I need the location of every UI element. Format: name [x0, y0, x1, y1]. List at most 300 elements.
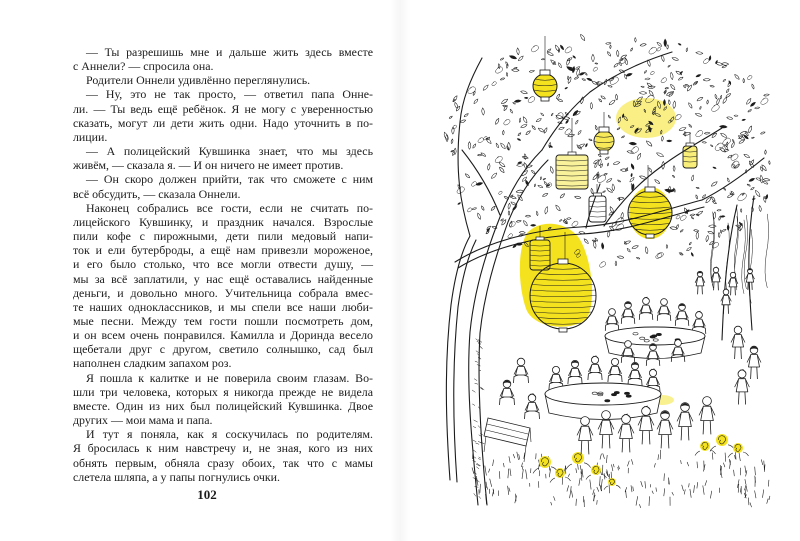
leaf — [510, 109, 512, 113]
leaf — [512, 69, 520, 72]
grass-blade — [755, 491, 756, 499]
figure-head — [703, 397, 712, 406]
lantern-base — [559, 328, 567, 332]
leaf — [511, 202, 516, 205]
figure-head — [661, 299, 668, 306]
lantern-cap — [686, 143, 694, 146]
lantern-base — [646, 234, 654, 238]
leaf — [503, 105, 507, 107]
leaf — [595, 125, 597, 130]
grass-blade — [601, 479, 602, 488]
text-line: мы за всё заплатили, у нас ещё оставались найденные — [73, 271, 373, 286]
leaf — [559, 63, 562, 68]
leaf — [579, 72, 584, 75]
leaf — [763, 181, 768, 184]
leaf — [641, 86, 644, 87]
leaf — [521, 91, 528, 94]
grass-blade — [603, 453, 605, 459]
leaf — [765, 150, 767, 155]
guest-figure — [735, 369, 750, 404]
leaf — [538, 128, 544, 132]
leaf — [607, 188, 613, 192]
leaf — [568, 134, 575, 137]
guest-figure — [699, 397, 715, 435]
leaf — [536, 211, 538, 216]
grass-blade — [618, 467, 619, 470]
leaf — [722, 66, 727, 68]
leaf — [760, 132, 765, 134]
leaf — [626, 73, 632, 76]
grass-blade — [472, 468, 474, 474]
leaf — [449, 116, 452, 118]
leaf — [481, 206, 484, 211]
guest-figure — [514, 358, 529, 383]
grass-blade — [652, 491, 653, 494]
guest-figure — [711, 267, 721, 290]
grass-blade — [522, 463, 523, 467]
grass-blade — [554, 496, 556, 500]
leaf — [708, 231, 714, 234]
leaf — [747, 184, 750, 186]
text-line: Я пошла к калитке и не поверила своим глазам. Во- — [86, 370, 373, 385]
leaf — [657, 153, 664, 157]
leaf — [575, 196, 581, 198]
leaf — [670, 72, 673, 79]
bark-mark — [475, 383, 478, 384]
leaf — [684, 132, 686, 137]
leaf — [578, 131, 581, 135]
guest-figure — [525, 394, 540, 419]
leaf — [511, 197, 516, 199]
guest-figure — [588, 356, 602, 380]
grass-blade — [513, 454, 515, 458]
rose — [586, 465, 607, 480]
figure-legs — [622, 439, 630, 453]
leaf — [719, 216, 721, 221]
leaf — [464, 114, 468, 117]
foliage-curl — [676, 215, 680, 219]
guest-figure — [675, 304, 689, 326]
text-line: и он всем очень понравился. Камилла и Доринда весело — [73, 328, 373, 343]
grass-blade — [684, 489, 685, 494]
leaf — [727, 178, 729, 182]
figure-head — [734, 326, 742, 334]
leaf — [685, 210, 689, 214]
foliage-curl — [593, 67, 597, 71]
leaf — [532, 126, 535, 130]
leaf — [543, 178, 546, 180]
figure-legs — [657, 314, 671, 321]
grass-blade — [703, 486, 704, 495]
leaf — [764, 94, 770, 96]
leaf — [573, 56, 576, 59]
bark-mark — [475, 361, 478, 362]
branch — [446, 236, 470, 480]
grass-blade — [576, 499, 577, 506]
grass-blade — [710, 491, 711, 499]
leaf — [601, 243, 603, 249]
grass-blade — [690, 489, 691, 498]
grass-blade — [522, 469, 523, 479]
leaf — [710, 85, 714, 87]
leaf — [613, 162, 620, 165]
leaf — [621, 136, 624, 138]
leaf — [750, 160, 753, 165]
grass-blade — [508, 469, 509, 479]
grass-blade — [689, 483, 690, 487]
grass-blade — [526, 470, 527, 480]
leaf — [559, 220, 561, 222]
bark-mark — [477, 341, 481, 343]
leaf — [472, 208, 477, 210]
leaf — [676, 225, 678, 230]
grass-blade — [594, 493, 595, 502]
leaf — [560, 45, 563, 50]
figure-legs — [751, 367, 758, 379]
leaf — [704, 132, 710, 134]
leaf — [696, 232, 699, 240]
guest-figure — [728, 272, 738, 295]
paragraph — [73, 144, 373, 172]
foliage — [444, 34, 770, 303]
foliage-curl — [467, 208, 471, 212]
leaf — [678, 77, 683, 80]
guest-figure — [608, 358, 622, 382]
text-line: и его было столько, что все могли отвести душу, — — [73, 257, 373, 272]
leaf — [706, 235, 709, 242]
leaf — [726, 89, 729, 93]
leaf — [590, 103, 592, 110]
leaf — [694, 230, 699, 232]
figure-legs — [581, 441, 589, 455]
leaf — [598, 154, 601, 157]
grass-blade — [712, 453, 713, 460]
leaf — [690, 214, 695, 216]
figure-legs — [731, 287, 736, 295]
guest-figure — [621, 302, 635, 324]
garden-party-illustration — [420, 30, 780, 515]
book-gutter — [390, 0, 410, 541]
leaf — [482, 108, 485, 115]
figure-legs — [724, 305, 729, 314]
foliage-curl — [531, 46, 538, 52]
foliage-curl — [492, 82, 496, 86]
leaf — [499, 162, 505, 166]
bark-mark — [475, 443, 479, 444]
leaf — [692, 175, 694, 181]
grass-blade — [567, 485, 569, 491]
leaf — [734, 115, 738, 116]
leaf — [506, 73, 507, 77]
bark-mark — [478, 426, 480, 428]
foliage-curl — [468, 87, 476, 94]
leaf — [609, 100, 615, 105]
leaf — [676, 71, 682, 75]
leaf — [453, 96, 457, 102]
leaf — [661, 136, 663, 141]
grass-blade — [734, 470, 735, 476]
text-line: вместе. Один из них был полицейский Кувшинка. Двое — [73, 398, 373, 413]
leaf — [500, 58, 504, 60]
leaf — [696, 52, 703, 55]
lantern-base — [600, 150, 608, 154]
leaf — [455, 102, 458, 108]
bench-seat — [484, 418, 530, 446]
leaf — [684, 85, 686, 88]
grass-blade — [612, 464, 613, 471]
guest-figure — [695, 271, 705, 294]
leaf — [673, 175, 675, 177]
leaf — [582, 79, 586, 81]
foliage-curl — [715, 143, 723, 150]
grass-blade — [626, 490, 627, 498]
leaf — [662, 55, 665, 61]
leaf — [605, 157, 609, 159]
grass — [472, 450, 770, 508]
grass-blade — [636, 496, 638, 505]
leaf — [689, 103, 692, 109]
leaf — [739, 222, 742, 226]
leaf — [696, 195, 698, 199]
grass-blade — [579, 478, 580, 486]
bark-mark — [479, 496, 481, 499]
foliage-curl — [650, 71, 654, 74]
leaf — [584, 239, 588, 244]
grass-blade — [735, 455, 736, 459]
figure-head — [602, 411, 611, 420]
leaf — [707, 100, 709, 104]
leaf — [750, 102, 755, 106]
foliage-curl — [495, 156, 502, 162]
text-line: деньги, и довольно много. Учительница собрала вмес- — [73, 285, 373, 300]
grass-blade — [604, 473, 605, 479]
leaf — [752, 84, 754, 89]
foliage-curl — [703, 59, 709, 64]
lantern-cap — [536, 237, 544, 240]
bark-mark — [474, 420, 478, 422]
foliage-curl — [600, 262, 606, 268]
paragraph — [73, 371, 373, 428]
text-line: — Ну, это не так просто, — ответил папа Онне- — [86, 87, 373, 102]
leaf — [743, 78, 745, 83]
figure-legs — [608, 374, 622, 382]
grass-blade — [750, 503, 752, 508]
leaf — [649, 168, 652, 173]
leaf — [587, 78, 592, 80]
leaf — [631, 164, 634, 170]
leaf — [542, 193, 547, 196]
leaf — [478, 213, 481, 219]
leaf — [509, 56, 516, 59]
rose — [728, 443, 749, 458]
bark-mark — [476, 467, 479, 469]
leaf — [696, 74, 701, 76]
leaf — [711, 182, 717, 186]
leaf — [668, 65, 671, 67]
leaf — [720, 125, 728, 128]
leaf — [526, 131, 531, 135]
leaf — [585, 72, 587, 75]
text-line: пили кофе с пирожными, дети пили медовый напи- — [73, 229, 373, 244]
leaf — [721, 216, 725, 218]
leaf — [567, 67, 574, 71]
leaf — [593, 241, 596, 248]
text-line: Я бросилась к ним навстречу и, не зная, кого из них — [73, 441, 373, 456]
glow-spot — [616, 98, 676, 138]
grass-blade — [489, 469, 490, 473]
leaf — [500, 167, 505, 173]
foliage-curl — [556, 113, 563, 119]
rose — [550, 468, 571, 483]
text-line: ток и ели бутерброды, а ещё нам привезли мороженое, — [73, 243, 373, 258]
grass-blade — [672, 492, 674, 495]
leaf — [617, 128, 620, 130]
leaf — [473, 144, 476, 148]
grass-blade — [645, 481, 646, 488]
leaf — [603, 191, 606, 193]
leaf — [547, 53, 553, 56]
paragraph — [73, 172, 373, 200]
leaf — [703, 78, 710, 81]
leaf — [607, 163, 608, 166]
guest-figure — [500, 380, 515, 405]
leaf — [723, 79, 726, 81]
bark-mark — [478, 480, 480, 482]
leaf — [521, 125, 527, 128]
leaf — [578, 144, 585, 148]
text-column — [73, 45, 373, 484]
grass-blade — [723, 463, 725, 467]
figure-legs — [568, 376, 582, 384]
leaf — [751, 187, 755, 189]
leaf — [545, 207, 548, 215]
leaf — [739, 140, 744, 143]
leaf — [601, 164, 603, 168]
leaf — [624, 74, 626, 79]
leaf — [666, 245, 667, 249]
grass-blade — [664, 488, 665, 496]
foliage-curl — [680, 215, 686, 220]
leaf — [540, 177, 541, 180]
leaf — [560, 194, 565, 198]
leaf — [556, 205, 560, 211]
leaf — [715, 94, 717, 99]
leaf — [608, 85, 613, 87]
grass-blade — [619, 466, 620, 469]
leaf — [524, 221, 528, 227]
leaf — [496, 118, 499, 124]
leaf — [503, 130, 505, 135]
text-line: всё обсудить, — сказала Оннели. — [73, 186, 241, 201]
grass-blade — [649, 496, 650, 506]
text-line: обнять первым, обняла сразу обоих, так что с мамы — [73, 455, 373, 470]
grass-blade — [627, 461, 629, 467]
leaf — [722, 229, 726, 231]
leaf — [608, 115, 610, 118]
leaf — [483, 85, 488, 90]
bark-mark — [473, 427, 476, 428]
text-line: мые песни. Между тем гости пошли посмотреть дом, — [73, 313, 373, 328]
leaf — [591, 188, 593, 194]
grass-blade — [576, 468, 577, 473]
leaf — [637, 153, 640, 159]
leaf — [718, 233, 720, 238]
grass-blade — [697, 462, 698, 469]
grass-blade — [641, 481, 643, 487]
grass-blade — [631, 485, 632, 492]
grass-blade — [597, 500, 598, 505]
text-line: других — мои мама и папа. — [73, 413, 213, 428]
leaf — [517, 164, 525, 167]
leaf — [496, 143, 498, 148]
leaf — [460, 120, 466, 123]
leaf — [618, 180, 621, 182]
grass-blade — [739, 452, 740, 461]
leaf — [631, 48, 633, 51]
leaf — [663, 100, 665, 106]
grass-blade — [572, 491, 573, 498]
leaf — [722, 63, 729, 66]
leaf — [456, 106, 460, 111]
bark-mark — [474, 493, 476, 496]
leaf — [702, 142, 706, 144]
table-dish — [611, 393, 616, 395]
leaf — [644, 71, 646, 74]
leaf — [751, 137, 754, 138]
foliage-curl — [738, 193, 747, 201]
grass-blade — [613, 464, 614, 467]
leaf — [508, 203, 510, 209]
leaf — [508, 211, 510, 216]
foliage-curl — [565, 129, 571, 135]
leaf — [759, 205, 761, 211]
leaf — [599, 99, 602, 102]
leaf — [679, 128, 686, 131]
foliage-curl — [747, 75, 752, 79]
leaf — [589, 139, 592, 141]
leaf — [529, 70, 534, 72]
leaf — [616, 94, 618, 100]
leaf — [635, 38, 637, 43]
leaf — [468, 142, 471, 150]
grass-blade — [480, 484, 481, 493]
leaf — [595, 63, 598, 64]
leaf — [748, 110, 752, 112]
guest-figure — [657, 411, 673, 449]
rose — [566, 452, 591, 469]
leaf — [451, 150, 454, 152]
guest-figure — [747, 346, 761, 379]
grass-blade — [606, 455, 607, 463]
table-dish — [650, 336, 655, 338]
leaf — [645, 247, 648, 254]
leaf — [639, 92, 647, 95]
leaf — [618, 197, 625, 199]
leaf — [636, 257, 640, 259]
leaf — [516, 220, 521, 222]
branch — [479, 160, 548, 505]
leaf — [646, 141, 652, 146]
leaf — [679, 253, 682, 254]
leaf — [518, 133, 521, 136]
leaf — [709, 225, 717, 228]
grass-blade — [487, 487, 488, 490]
glow-spot — [556, 155, 588, 189]
bark-mark — [476, 339, 478, 341]
leaf — [720, 95, 722, 99]
leaf — [565, 87, 568, 89]
figure-legs — [703, 421, 711, 435]
